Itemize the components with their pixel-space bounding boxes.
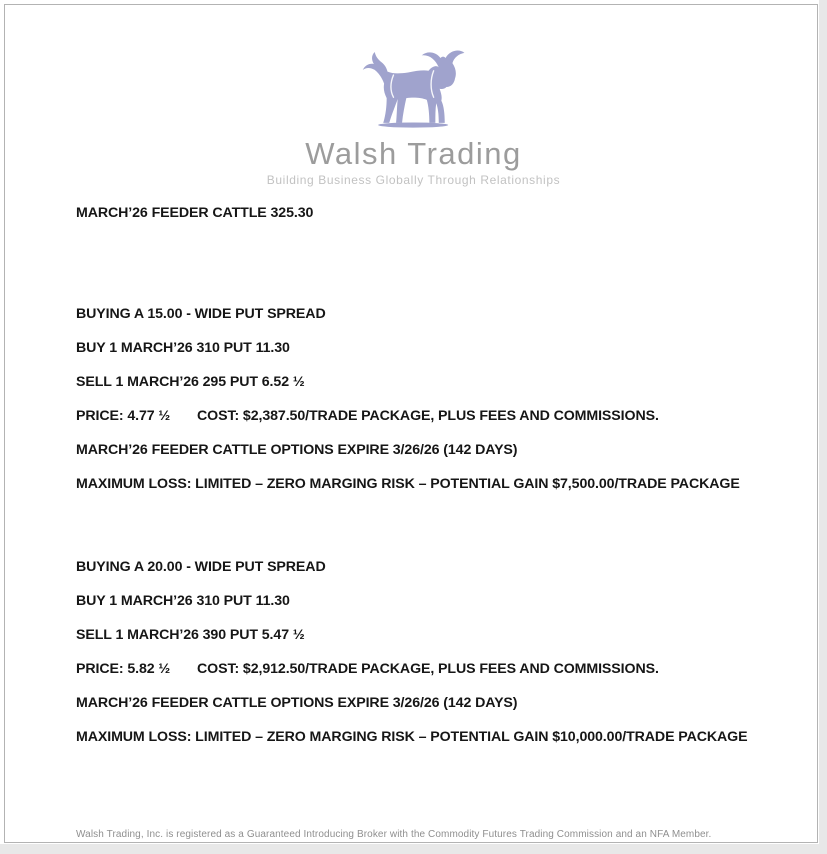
brand-name: Walsh Trading — [305, 136, 522, 171]
trade2-risk: MAXIMUM LOSS: LIMITED – ZERO MARGING RISK – POTENTIAL GAIN $10,000.00/TRADE PACKAGE — [76, 729, 748, 745]
page-gutter-bottom — [0, 844, 827, 854]
bull-icon — [358, 46, 470, 128]
trade1-risk: MAXIMUM LOSS: LIMITED – ZERO MARGING RISK – POTENTIAL GAIN $7,500.00/TRADE PACKAGE — [76, 476, 740, 492]
trade2-expiry: MARCH’26 FEEDER CATTLE OPTIONS EXPIRE 3/26/26 (142 DAYS) — [76, 695, 518, 711]
trade2-sell-line: SELL 1 MARCH’26 390 PUT 5.47 ½ — [76, 627, 305, 643]
trade1-expiry: MARCH’26 FEEDER CATTLE OPTIONS EXPIRE 3/26/26 (142 DAYS) — [76, 442, 518, 458]
page-gutter-right — [819, 0, 827, 854]
regulatory-footer — [76, 829, 776, 841]
document-body — [76, 206, 771, 745]
trade1-headline: BUYING A 15.00 - WIDE PUT SPREAD — [76, 306, 326, 322]
walsh-trading-logo — [0, 0, 827, 187]
trade1-buy-line: BUY 1 MARCH’26 310 PUT 11.30 — [76, 340, 290, 356]
trade-block-20-wide — [76, 560, 771, 745]
trade1-sell-line: SELL 1 MARCH’26 295 PUT 6.52 ½ — [76, 374, 305, 390]
trade2-price-cost: PRICE: 5.82 ½ COST: $2,912.50/TRADE PACKAGE, PLUS FEES AND COMMISSIONS. — [76, 661, 659, 677]
trade-block-15-wide — [76, 307, 771, 492]
brand-tagline: Building Business Globally Through Relationships — [266, 173, 561, 187]
trade2-headline: BUYING A 20.00 - WIDE PUT SPREAD — [76, 559, 326, 575]
trade1-price-cost: PRICE: 4.77 ½ COST: $2,387.50/TRADE PACKAGE, PLUS FEES AND COMMISSIONS. — [76, 408, 659, 424]
disclaimer-text: Walsh Trading, Inc. is registered as a Guaranteed Introducing Broker with the Commodity Futures Trading Commission and an NFA Member. — [76, 829, 712, 840]
contract-title-line: MARCH’26 FEEDER CATTLE 325.30 — [76, 205, 314, 221]
trade2-buy-line: BUY 1 MARCH’26 310 PUT 11.30 — [76, 593, 290, 609]
